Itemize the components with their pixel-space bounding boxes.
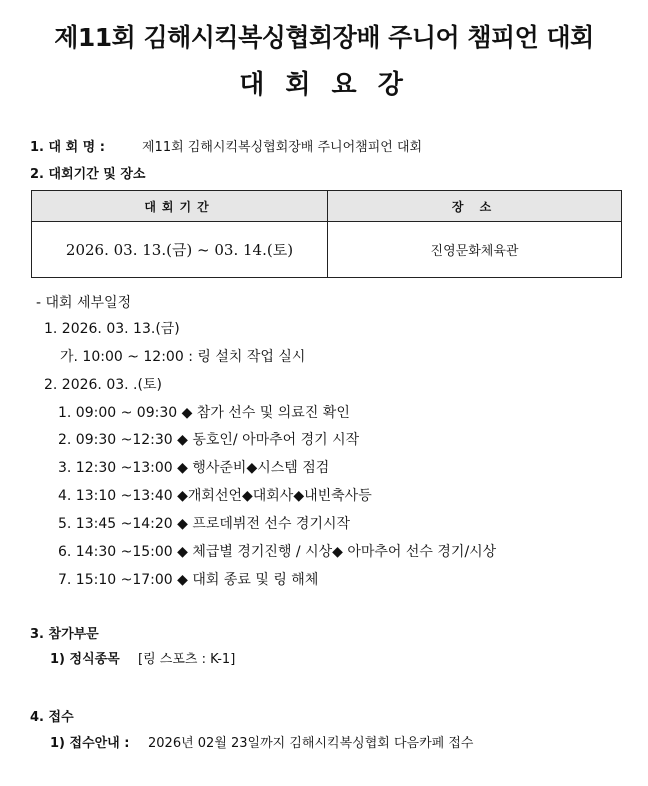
col-period-header: 대회기간 (32, 191, 328, 222)
venue-table (31, 190, 622, 278)
schedule-heading: - 대회 세부일정 (36, 295, 132, 311)
section-4-label: 4. 접수 (30, 710, 74, 725)
schedule-item: 1. 09:00 ~ 09:30 ◆ 참가 선수 및 의료진 확인 (58, 405, 350, 421)
venue-table-row (32, 222, 622, 278)
col-venue-header: 장 소 (328, 191, 622, 222)
schedule-item: 7. 15:10 ~17:00 ◆ 대회 종료 및 링 해체 (58, 572, 319, 588)
schedule-item: 4. 13:10 ~13:40 ◆개회선언◆대회사◆내빈축사등 (58, 488, 372, 504)
schedule-day1-label: 1. 2026. 03. 13.(금) (44, 321, 180, 337)
section-3-item-label: 1) 정식종목 (50, 652, 120, 667)
section-4-item-value: 2026년 02월 23일까지 김해시킥복싱협회 다음카페 접수 (148, 736, 474, 751)
section-2-label: 2. 대회기간 및 장소 (30, 167, 146, 182)
schedule-item: 6. 14:30 ~15:00 ◆ 체급별 경기진행 / 시상◆ 아마추어 선수 경기/시상 (58, 544, 497, 560)
section-3-item-value: [링 스포츠 : K-1] (138, 652, 236, 667)
venue-table-header (32, 191, 622, 222)
document-subtitle: 대 회 요 강 (239, 70, 409, 100)
schedule-item: 2. 09:30 ~12:30 ◆ 동호인/ 아마추어 경기 시작 (58, 432, 360, 448)
period-cell: 2026. 03. 13.(금) ~ 03. 14.(토) (32, 222, 328, 278)
schedule-day1-item: 가. 10:00 ~ 12:00 : 링 설치 작업 실시 (60, 349, 306, 365)
document-title: 제11회 김해시킥복싱협회장배 주니어 챔피언 대회 (54, 23, 594, 52)
venue-cell: 진영문화체육관 (328, 222, 622, 278)
schedule-item: 5. 13:45 ~14:20 ◆ 프로데뷔전 선수 경기시작 (58, 516, 351, 532)
schedule-day2-label: 2. 2026. 03. .(토) (44, 377, 162, 393)
section-1-label: 1. 대 회 명 : (30, 140, 105, 155)
schedule-item: 3. 12:30 ~13:00 ◆ 행사준비◆시스템 점검 (58, 460, 330, 476)
section-1-value: 제11회 김해시킥복싱협회장배 주니어챔피언 대회 (142, 140, 423, 155)
section-4-item-label: 1) 접수안내 : (50, 736, 130, 751)
section-3-label: 3. 참가부문 (30, 627, 99, 642)
